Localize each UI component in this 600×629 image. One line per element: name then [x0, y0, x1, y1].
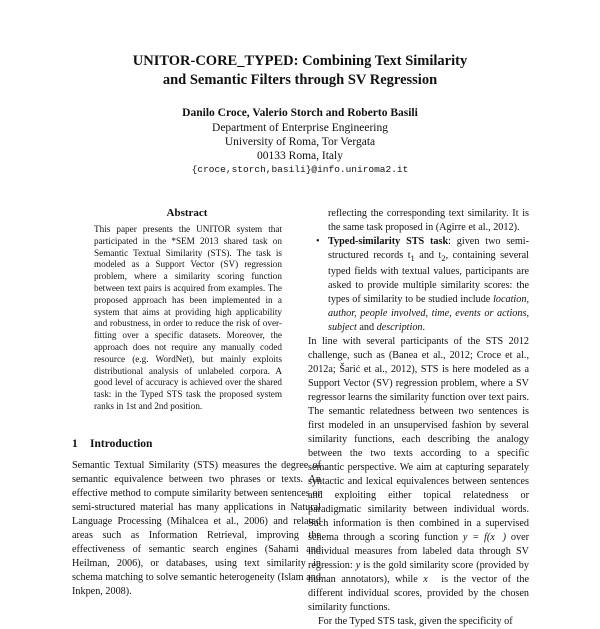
subscript: 1	[410, 253, 415, 264]
formula: y	[355, 560, 361, 572]
title-line-1: UNITOR-CORE_TYPED: Combining Text Similarity	[132, 53, 468, 69]
bullet-text: and	[356, 322, 377, 334]
affiliation-city: 00133 Roma, Italy	[257, 150, 343, 162]
bullet-item	[308, 235, 529, 335]
paragraph-text: over individual measures from labeled data through SV regression:	[308, 532, 529, 572]
bullet-italic: description	[376, 322, 423, 334]
title-line-2: and Semantic Filters through SV Regression	[162, 72, 438, 88]
section-title: Introduction	[90, 438, 153, 450]
body-paragraph	[308, 335, 529, 615]
affiliation-univ: University of Roma, Tor Vergata	[224, 136, 376, 148]
abstract-heading: Abstract	[166, 207, 208, 219]
bullet-text: .	[422, 322, 426, 334]
formula: y = f(x⃗)	[462, 532, 507, 544]
intro-text: Semantic Textual Similarity (STS) measures the degree of semantic equivalence between two phrases or texts. An effective method to compute similarity between sentences or semi-structured material has many applications in Natural Language Processing (Mihalcea et al., 2006) and related areas such as Information Retrieval, improving the effectiveness of semantic search engines (Sahami and Heilman, 2006), or databases, using text similarity in schema matching to solve semantic heterogeneity (Islam and Inkpen, 2008).	[72, 460, 321, 597]
paper-title	[0, 52, 600, 90]
subscript: 2	[441, 253, 446, 264]
paragraph-text: is the vector of the different individual scores, provided by the chosen similarity functions.	[308, 574, 529, 614]
bullet-text: : given two semi-structured records t	[328, 236, 529, 261]
paragraph-text: is the gold similarity score (provided by human annotators), while	[308, 560, 529, 586]
bullet-italic: location, author, people involved, time, events or actions, subject	[328, 294, 529, 334]
paragraph-text: In line with several participants of the STS 2012 challenge, such as (Banea et al., 2012; Croce et al., 2012a; Šarić et al., 2012), STS is here modeled as a Support Vector (SV) regression problem, where a SV regressor learns the similarity function over text pairs. The semantic relatedness between two sentences is first modeled in an unsupervised fashion by several similarity functions, each describing the analogy between the two texts according to a specific semantic perspective. We aim at capturing separately syntactic and lexical equivalences between sentences and exploiting either topical relatedness or paradigmatic similarity between individual words. Such information is then combined in a supervised schema through a scoring function	[308, 336, 529, 544]
authors: Danilo Croce, Valerio Storch and Roberto Basili	[182, 107, 418, 119]
abstract-text: This paper presents the UNITOR system that participated in the *SEM 2013 shared task on Semantic Textual Similarity (STS). The task is modeled as a Support Vector (SV) regression problem, where a similarity scoring function between text pairs is acquired from examples. The proposed approach has been implemented in a system that aims at providing high applicability and robustness, in order to reduce the risk of over-fitting over a specific datasets. Moreover, the approach does not require any manually coded resource (e.g. WordNet), but mainly exploits distributional analysis of unlabeled corpora. A good level of accuracy is achieved over the shared task: in the Typed STS task the proposed system ranks in 1st and 2nd position.	[94, 224, 282, 411]
bullet-continuation: reflecting the corresponding text similarity. It is the same task proposed in (Agirre et al., 2012).	[328, 208, 529, 233]
body-paragraph-2: For the Typed STS task, given the specificity of	[318, 616, 513, 628]
bullet-label: Typed-similarity STS task	[328, 236, 449, 247]
bullet-text: and t	[414, 250, 442, 261]
right-column	[308, 207, 529, 628]
bullet-icon: •	[316, 236, 320, 247]
author-emails: {croce,storch,basili}@info.uniroma2.it	[191, 164, 409, 175]
formula: x⃗	[423, 574, 436, 586]
affiliation-dept: Department of Enterprise Engineering	[212, 122, 388, 134]
bullet-text: , containing several typed fields with textual values, participants are asked to provide multiple similarity scores: the types of similarity to be studied include	[328, 250, 529, 306]
section-heading	[72, 438, 322, 450]
section-number: 1	[72, 438, 78, 450]
